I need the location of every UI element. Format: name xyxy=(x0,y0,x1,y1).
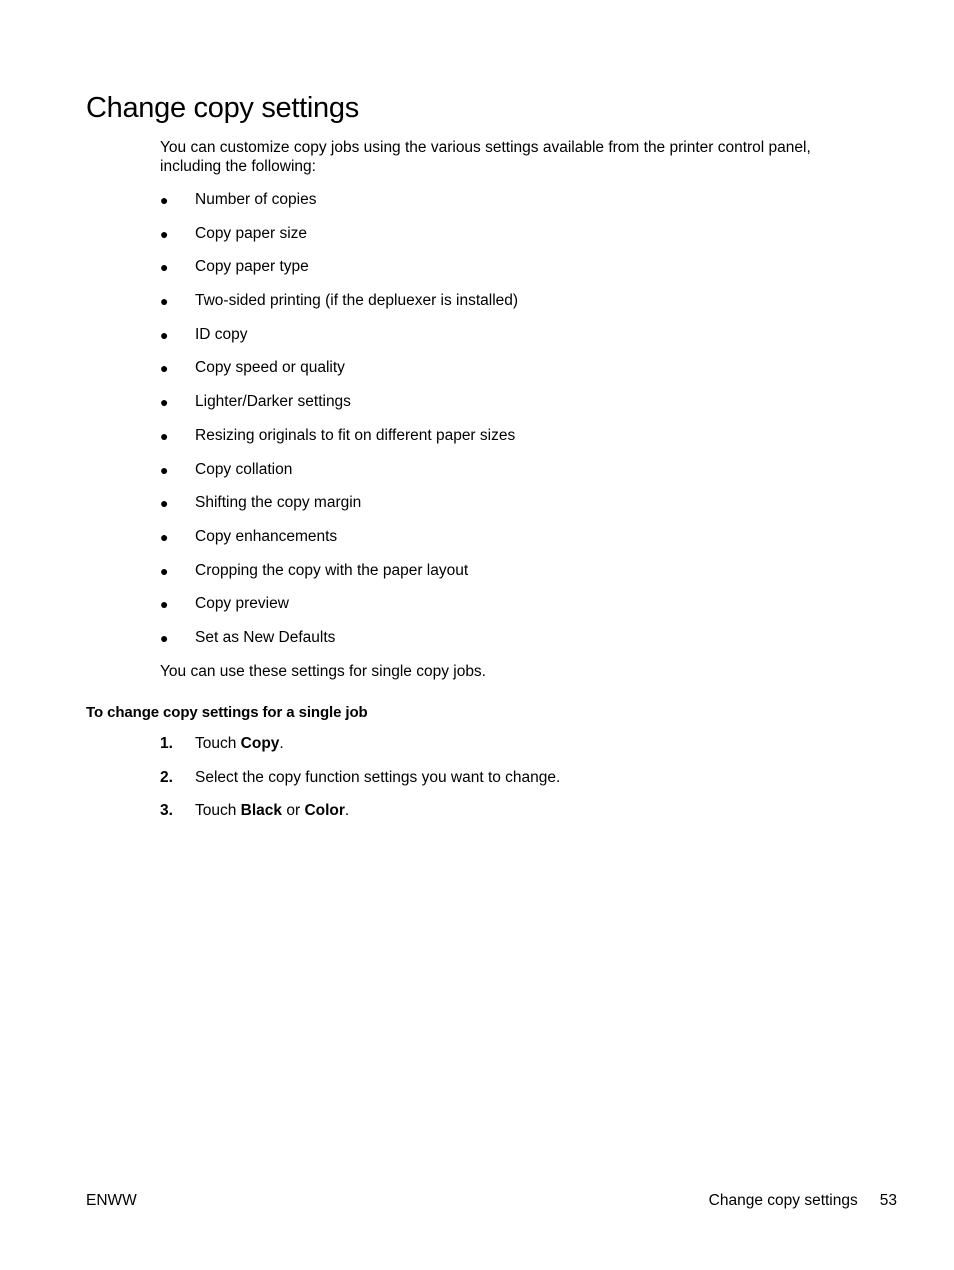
bullet-icon: ● xyxy=(160,394,169,411)
page-number: 53 xyxy=(879,1192,897,1209)
bullet-icon: ● xyxy=(160,596,169,613)
bullet-icon: ● xyxy=(160,528,169,545)
bullet-icon: ● xyxy=(160,192,169,208)
list-item-text: Resizing originals to fit on different paper sizes xyxy=(195,426,516,444)
list-item-text: Shifting the copy margin xyxy=(195,494,362,512)
bullet-icon: ● xyxy=(160,293,169,310)
page-title: Change copy settings xyxy=(86,92,359,124)
footer-right xyxy=(709,1191,897,1210)
bullet-icon: ● xyxy=(160,629,169,646)
footer-locale: ENWW xyxy=(86,1192,137,1209)
list-item-text: Cropping the copy with the paper layout xyxy=(195,561,469,579)
step-number: 1. xyxy=(160,735,173,752)
list-item-text: Copy preview xyxy=(195,595,289,613)
bullet-icon: ● xyxy=(160,495,169,512)
list-item-text: Copy speed or quality xyxy=(195,359,345,377)
list-item-text: ID copy xyxy=(195,325,248,343)
bullet-icon: ● xyxy=(160,562,169,579)
bullet-icon: ● xyxy=(160,461,169,478)
list-item-text: Copy paper size xyxy=(195,224,308,242)
closing-paragraph: You can use these settings for single copy jobs. xyxy=(160,663,486,680)
list-item-text: Two-sided printing (if the depluexer is installed) xyxy=(195,292,519,310)
list-item-text: Set as New Defaults xyxy=(195,628,336,646)
step-text: Touch Black or Color. xyxy=(195,802,350,820)
ui-term-color: Color xyxy=(304,802,345,820)
step-text: Select the copy function settings you want to change. xyxy=(195,768,561,786)
list-item-text: Copy collation xyxy=(195,460,293,478)
bullet-icon: ● xyxy=(160,427,169,444)
bullet-icon: ● xyxy=(160,225,169,242)
list-item-text: Number of copies xyxy=(195,191,317,208)
bullet-icon: ● xyxy=(160,360,169,377)
footer-section-title: Change copy settings xyxy=(708,1192,858,1209)
step-text: Touch Copy. xyxy=(195,735,284,752)
list-item-text: Lighter/Darker settings xyxy=(195,393,351,411)
ui-term-black: Black xyxy=(240,802,283,820)
intro-paragraph: You can customize copy jobs using the various settings available from the printer control panel, including the following: xyxy=(160,139,811,175)
bullet-icon: ● xyxy=(160,326,169,343)
step-number: 3. xyxy=(160,802,173,820)
procedure-heading: To change copy settings for a single job xyxy=(86,704,368,721)
bullet-icon: ● xyxy=(160,259,169,276)
list-item-text: Copy enhancements xyxy=(195,527,338,545)
step-number: 2. xyxy=(160,768,173,786)
list-item-text: Copy paper type xyxy=(195,258,309,276)
ui-term-copy: Copy xyxy=(240,735,280,752)
